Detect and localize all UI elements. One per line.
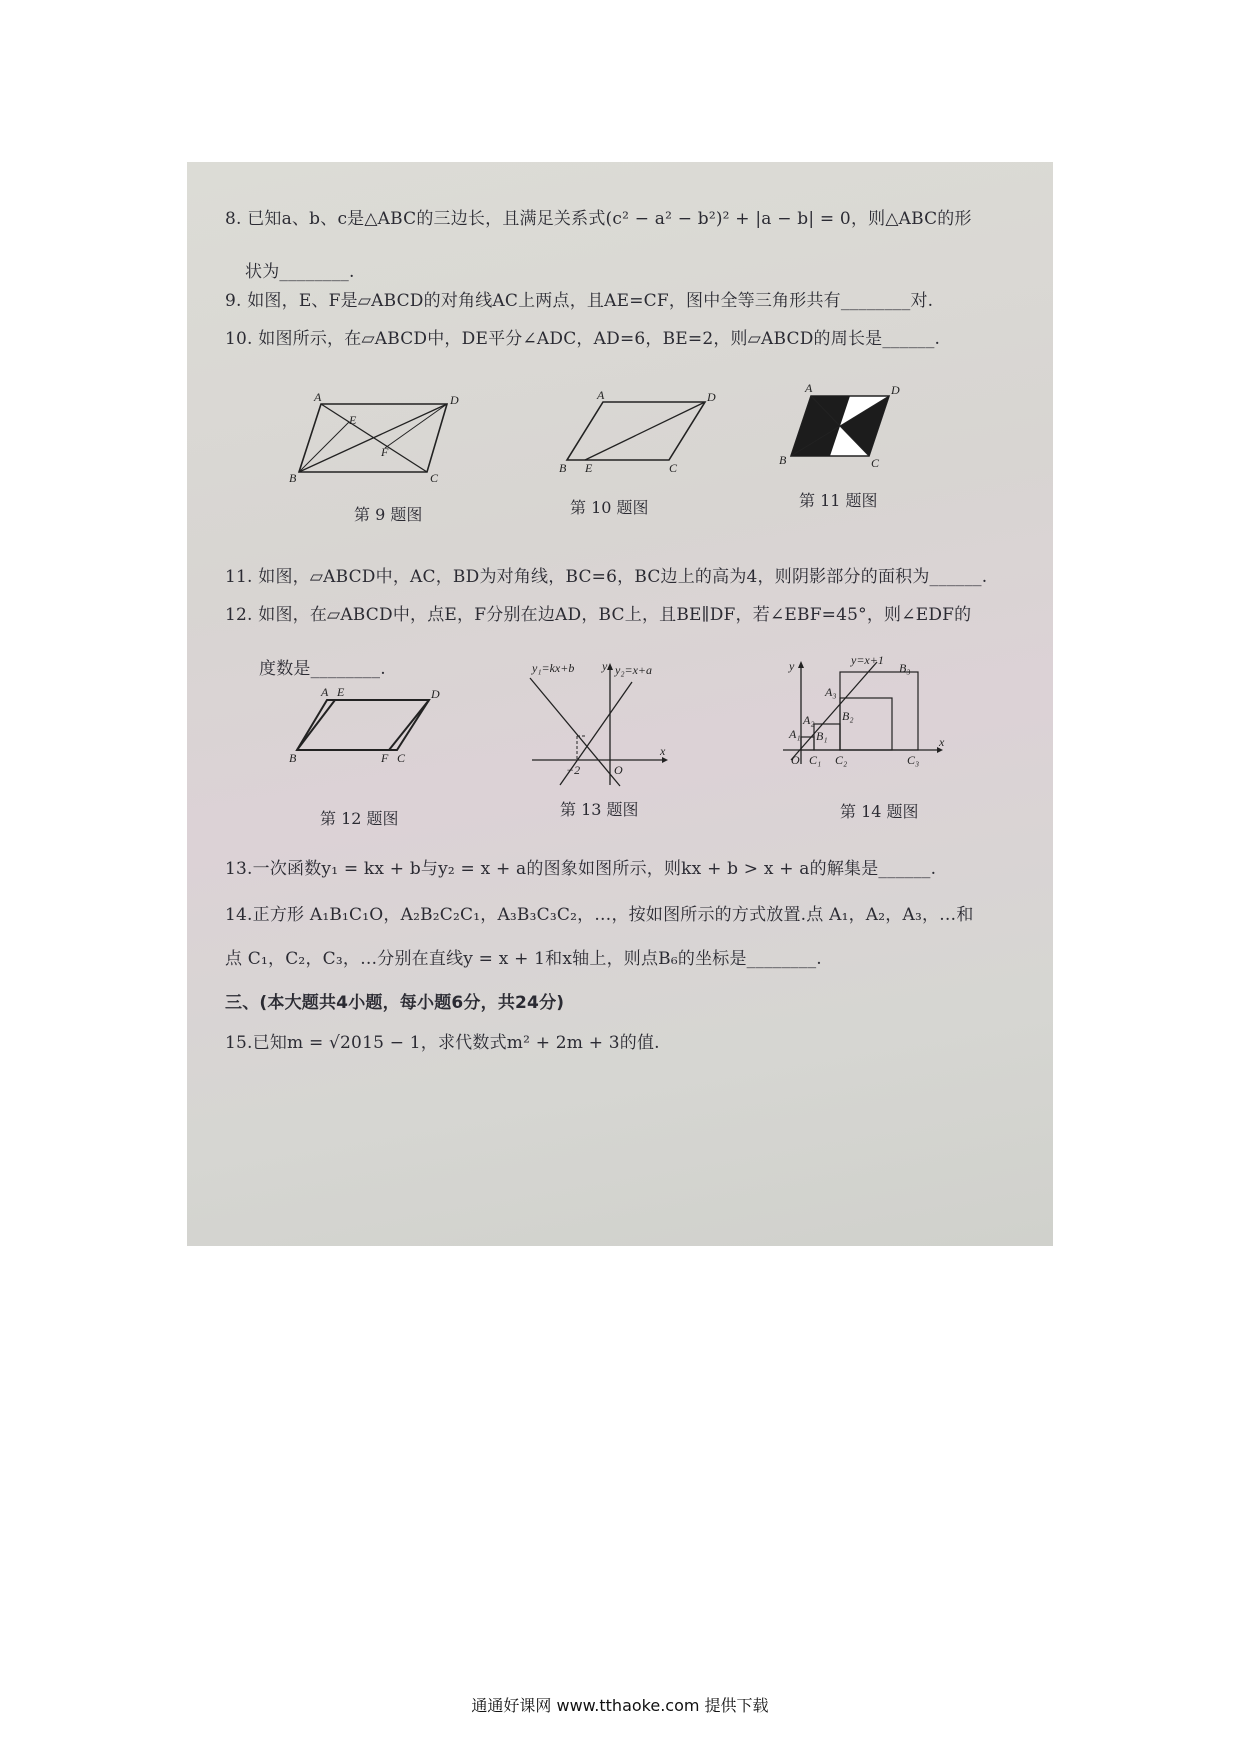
fig14-label-B2: B₂ [842, 709, 854, 723]
fig10-label-B: B [559, 461, 567, 475]
caption-fig12: 第 12 题图 [320, 809, 399, 828]
fig10-label-E: E [585, 461, 593, 475]
question-12-line2: 度数是________. [259, 659, 386, 679]
fig13-label-y-axis: y [602, 659, 608, 673]
caption-fig14: 第 14 题图 [840, 802, 919, 821]
fig14-label-B3: B₃ [899, 661, 911, 675]
fig12-label-C: C [397, 751, 406, 765]
fig11-label-A: A [805, 381, 813, 395]
fig14-label-B1: B₁ [816, 729, 828, 743]
section-3-heading: 三、(本大题共4小题，每小题6分，共24分) [225, 993, 565, 1013]
fig14-label-A2: A₂ [803, 713, 815, 727]
fig14-label-A1: A₁ [789, 727, 801, 741]
fig12-label-E: E [337, 685, 345, 699]
caption-fig10: 第 10 题图 [570, 498, 649, 517]
fig9-label-A: A [314, 390, 322, 404]
fig11-label-D: D [891, 383, 900, 397]
figure-14-squares-on-line [777, 652, 947, 772]
fig13-label-neg2: −2 [566, 763, 581, 777]
fig9-label-D: D [450, 393, 459, 407]
fig10-label-D: D [707, 390, 716, 404]
fig13-label-origin: O [614, 763, 623, 777]
photo-of-exam-page [187, 162, 1053, 1246]
fig14-label-C2: C₂ [835, 753, 848, 767]
caption-fig11: 第 11 题图 [799, 491, 878, 510]
fig14-label-C1: C₁ [809, 753, 822, 767]
figure-9-parallelogram [287, 392, 487, 487]
fig13-label-y2: y₂=x+a [615, 663, 653, 677]
question-9: 9. 如图，E、F是▱ABCD的对角线AC上两点，且AE=CF，图中全等三角形共有________对. [225, 291, 934, 311]
fig12-label-D: D [431, 687, 440, 701]
question-8-line2: 状为________. [245, 262, 355, 282]
footer-source: 通通好课网 www.tthaoke.com 提供下载 [471, 1696, 769, 1715]
fig9-label-C: C [430, 471, 439, 485]
fig13-label-x-axis: x [660, 744, 666, 758]
fig10-label-A: A [597, 388, 605, 402]
fig14-label-x-axis: x [939, 735, 945, 749]
question-14-line2: 点 C₁，C₂，C₃，…分别在直线y = x + 1和x轴上，则点B₆的坐标是________. [225, 949, 822, 969]
fig9-label-E: E [349, 413, 357, 427]
fig14-label-line: y=x+1 [851, 653, 884, 667]
fig9-label-F: F [381, 445, 389, 459]
fig14-label-y-axis: y [789, 659, 795, 673]
fig11-label-C: C [871, 456, 880, 470]
figure-12-parallelogram [289, 685, 447, 770]
question-12-line1: 12. 如图，在▱ABCD中，点E，F分别在边AD，BC上，且BE∥DF，若∠EBF=45°，则∠EDF的 [225, 605, 972, 625]
fig12-label-B: B [289, 751, 297, 765]
fig12-label-A: A [321, 685, 329, 699]
figure-10-parallelogram [557, 388, 727, 477]
question-10: 10. 如图所示，在▱ABCD中，DE平分∠ADC，AD=6，BE=2，则▱ABCD的周长是______. [225, 329, 941, 349]
fig12-label-F: F [381, 751, 389, 765]
question-13: 13.一次函数y₁ = kx + b与y₂ = x + a的图象如图所示，则kx + b > x + a的解集是______. [225, 859, 937, 879]
fig13-label-y1: y₁=kx+b [532, 661, 575, 675]
figure-11-shaded-parallelogram [777, 382, 917, 477]
figure-13-linear-functions [522, 660, 672, 790]
question-8-line1: 8. 已知a、b、c是△ABC的三边长，且满足关系式(c² − a² − b²)² + |a − b| = 0，则△ABC的形 [225, 209, 972, 229]
fig14-label-A3: A₃ [825, 685, 837, 699]
caption-fig13: 第 13 题图 [560, 800, 639, 819]
fig9-label-B: B [289, 471, 297, 485]
question-11: 11. 如图，▱ABCD中，AC，BD为对角线，BC=6，BC边上的高为4，则阴影部分的面积为______. [225, 567, 988, 587]
fig10-label-C: C [669, 461, 678, 475]
fig11-label-B: B [779, 453, 787, 467]
fig14-label-C3: C₃ [907, 753, 920, 767]
question-14-line1: 14.正方形 A₁B₁C₁O，A₂B₂C₂C₁，A₃B₃C₃C₂，…，按如图所示的方式放置.点 A₁，A₂，A₃，…和 [225, 905, 974, 925]
question-15: 15.已知m = √2015 − 1，求代数式m² + 2m + 3的值. [225, 1033, 660, 1053]
caption-fig9: 第 9 题图 [354, 505, 423, 524]
fig14-label-O: O [791, 753, 800, 767]
